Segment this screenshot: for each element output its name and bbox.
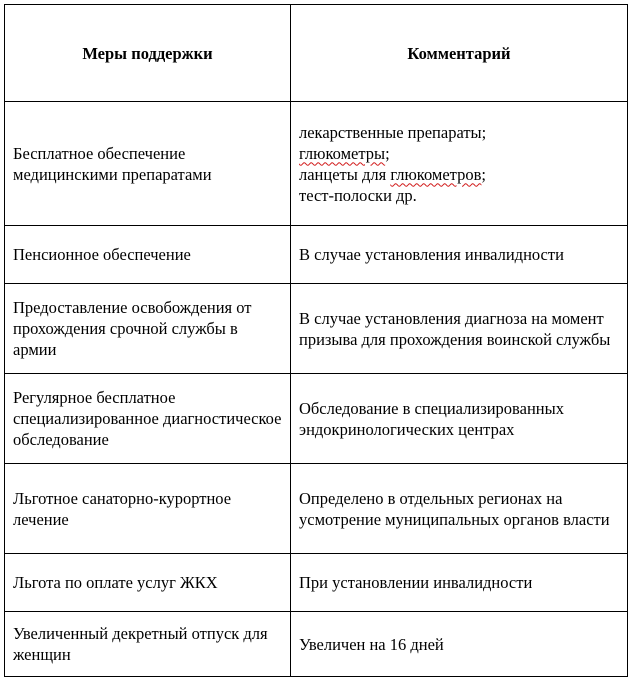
table-row bbox=[5, 554, 628, 612]
measure-cell: Льгота по оплате услуг ЖКХ bbox=[5, 554, 291, 612]
measure-cell: Бесплатное обеспечение медицинскими препаратами bbox=[5, 102, 291, 226]
comment-line: глюкометры; bbox=[299, 143, 390, 163]
measure-cell: Регулярное бесплатное специализированное диагностическое обследование bbox=[5, 374, 291, 464]
table-row bbox=[5, 102, 628, 226]
spellcheck-word: глюкометры bbox=[299, 143, 386, 163]
table-row bbox=[5, 284, 628, 374]
comment-cell: В случае установления инвалидности bbox=[291, 226, 628, 284]
support-measures-table bbox=[4, 4, 628, 677]
comment-cell: Определено в отдельных регионах на усмотрение муниципальных органов власти bbox=[291, 464, 628, 554]
comment-cell: В случае установления диагноза на момент призыва для прохождения воинской службы bbox=[291, 284, 628, 374]
spellcheck-word: глюкометров bbox=[390, 164, 482, 184]
table-header-row bbox=[5, 5, 628, 102]
comment-cell: Обследование в специализированных эндокринологических центрах bbox=[291, 374, 628, 464]
comment-cell: Увеличен на 16 дней bbox=[291, 612, 628, 677]
measure-cell: Пенсионное обеспечение bbox=[5, 226, 291, 284]
comment-line: ланцеты для глюкометров; bbox=[299, 164, 486, 184]
comment-line: лекарственные препараты; bbox=[299, 122, 487, 142]
measure-cell: Увеличенный декретный отпуск для женщин bbox=[5, 612, 291, 677]
table-row bbox=[5, 464, 628, 554]
comment-cell: При установлении инвалидности bbox=[291, 554, 628, 612]
header-comment: Комментарий bbox=[291, 5, 628, 102]
table-row bbox=[5, 226, 628, 284]
comment-cell bbox=[291, 102, 628, 226]
measure-cell: Льготное санаторно-курортное лечение bbox=[5, 464, 291, 554]
measure-cell: Предоставление освобождения от прохождения срочной службы в армии bbox=[5, 284, 291, 374]
table-row bbox=[5, 374, 628, 464]
header-measures: Меры поддержки bbox=[5, 5, 291, 102]
comment-line: тест-полоски др. bbox=[299, 185, 417, 205]
table-row bbox=[5, 612, 628, 677]
